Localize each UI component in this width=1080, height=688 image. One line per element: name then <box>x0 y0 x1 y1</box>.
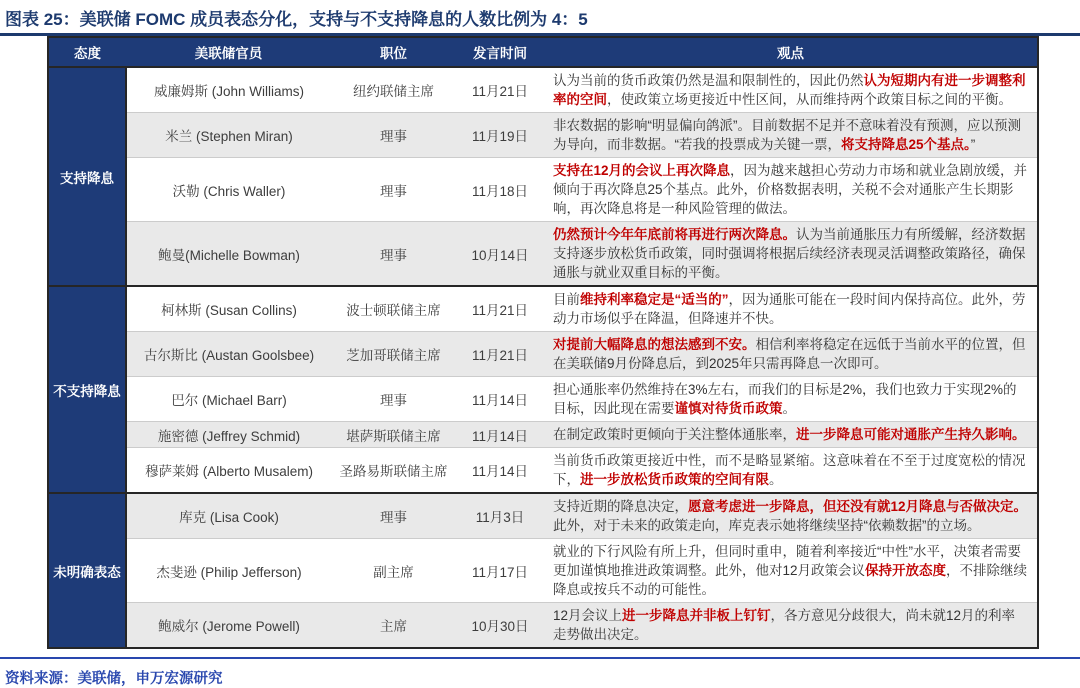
attitude-cell: 不支持降息 <box>48 286 126 493</box>
position-cell: 纽约联储主席 <box>331 67 456 113</box>
fomc-stance-table <box>47 36 1039 649</box>
header-date: 发言时间 <box>456 37 544 67</box>
position-cell: 圣路易斯联储主席 <box>331 448 456 494</box>
view-cell <box>544 222 1038 287</box>
table-row <box>48 332 1038 377</box>
highlighted-text: 愿意考虑进一步降息，但还没有就12月降息与否做决定。 <box>688 499 1028 514</box>
view-text: ，使政策立场更接近中性区间，从而维持两个政策目标之间的平衡。 <box>607 92 1012 107</box>
date-cell: 11月17日 <box>456 539 544 603</box>
view-text: 非农数据的影响“明显偏向鸽派”。目前数据不足并不意味着没有预测，应以预测为导向，而非数据。“若我的投票成为关键一票， <box>553 118 1021 152</box>
position-cell: 理事 <box>331 158 456 222</box>
date-cell: 11月18日 <box>456 158 544 222</box>
date-cell: 11月19日 <box>456 113 544 158</box>
position-cell: 理事 <box>331 113 456 158</box>
position-cell: 主席 <box>331 603 456 649</box>
header-official: 美联储官员 <box>126 37 331 67</box>
table-row <box>48 222 1038 287</box>
table-row <box>48 377 1038 422</box>
highlighted-text: 认为短期内有进一步调整利率的空间 <box>553 73 1026 107</box>
view-cell <box>544 448 1038 494</box>
view-text: 在制定政策时更倾向于关注整体通胀率， <box>553 427 796 442</box>
view-cell <box>544 493 1038 539</box>
official-cell: 古尔斯比 (Austan Goolsbee) <box>126 332 331 377</box>
source-note: 资料来源：美联储，申万宏源研究 <box>5 671 223 687</box>
date-cell: 10月30日 <box>456 603 544 649</box>
official-cell: 米兰 (Stephen Miran) <box>126 113 331 158</box>
position-cell: 理事 <box>331 493 456 539</box>
official-cell: 威廉姆斯 (John Williams) <box>126 67 331 113</box>
header-attitude: 态度 <box>48 37 126 67</box>
attitude-cell: 支持降息 <box>48 67 126 286</box>
view-text: 12月会议上 <box>553 608 623 623</box>
position-cell: 理事 <box>331 222 456 287</box>
view-text: 此外，对于未来的政策走向，库克表示她将继续坚持“依赖数据”的立场。 <box>553 518 981 533</box>
header-view: 观点 <box>544 37 1038 67</box>
official-cell: 穆萨莱姆 (Alberto Musalem) <box>126 448 331 494</box>
official-cell: 鲍曼(Michelle Bowman) <box>126 222 331 287</box>
view-text: ，各方意见分歧很大，尚未就12月的利率走势做出决定。 <box>553 608 1016 642</box>
date-cell: 11月21日 <box>456 286 544 332</box>
view-text: ，因为通胀可能在一段时间内保持高位。此外，劳动力市场似乎在降温，但降速并不快。 <box>553 292 1026 326</box>
table-row <box>48 67 1038 113</box>
official-cell: 施密德 (Jeffrey Schmid) <box>126 422 331 448</box>
position-cell: 理事 <box>331 377 456 422</box>
view-text: 相信利率将稳定在远低于当前水平的位置，但在美联储9月份降息后，到2025年只需再降息一次即可。 <box>553 337 1026 371</box>
view-text: 担心通胀率仍然维持在3%左右，而我们的目标是2%，我们也致力于实现2%的目标，因此现在需要 <box>553 382 1017 416</box>
highlighted-text: 维持利率稳定是“适当的” <box>580 292 729 307</box>
header-row <box>48 37 1038 67</box>
date-cell: 11月14日 <box>456 448 544 494</box>
view-text: 认为当前的货币政策仍然是温和限制性的，因此仍然 <box>553 73 864 88</box>
table-row <box>48 158 1038 222</box>
view-cell <box>544 332 1038 377</box>
fomc-table-wrap <box>47 36 1080 649</box>
table-row <box>48 603 1038 649</box>
position-cell: 波士顿联储主席 <box>331 286 456 332</box>
view-cell <box>544 539 1038 603</box>
position-cell: 堪萨斯联储主席 <box>331 422 456 448</box>
table-row <box>48 422 1038 448</box>
view-text: ，不排除继续降息或按兵不动的可能性。 <box>553 563 1028 597</box>
official-cell: 库克 (Lisa Cook) <box>126 493 331 539</box>
view-text: 。 <box>782 401 796 416</box>
position-cell: 副主席 <box>331 539 456 603</box>
highlighted-text: 对提前大幅降息的想法感到不安。 <box>553 337 756 352</box>
header-position: 职位 <box>331 37 456 67</box>
date-cell: 11月14日 <box>456 377 544 422</box>
date-cell: 11月21日 <box>456 67 544 113</box>
official-cell: 柯林斯 (Susan Collins) <box>126 286 331 332</box>
attitude-cell: 未明确表态 <box>48 493 126 648</box>
date-cell: 11月3日 <box>456 493 544 539</box>
table-row <box>48 493 1038 539</box>
footer-divider <box>0 657 1080 659</box>
highlighted-text: 谨慎对待货币政策 <box>674 401 783 416</box>
view-text: ，因为越来越担心劳动力市场和就业急剧放缓，并倾向于再次降息25个基点。此外，价格数据表明，关税不会对通胀产生长期影响，再次降息将是一种风险管理的做法。 <box>553 163 1028 216</box>
highlighted-text: 支持在12月的会议上再次降息 <box>553 163 731 178</box>
table-row <box>48 448 1038 494</box>
view-text: ” <box>970 137 976 152</box>
view-cell <box>544 377 1038 422</box>
official-cell: 鲍威尔 (Jerome Powell) <box>126 603 331 649</box>
table-row <box>48 113 1038 158</box>
official-cell: 沃勒 (Chris Waller) <box>126 158 331 222</box>
view-cell <box>544 158 1038 222</box>
table-row <box>48 539 1038 603</box>
date-cell: 11月21日 <box>456 332 544 377</box>
highlighted-text: 进一步降息并非板上钉钉 <box>622 608 771 623</box>
view-cell <box>544 422 1038 448</box>
table-row <box>48 286 1038 332</box>
view-text: 认为当前通胀压力有所缓解，经济数据支持逐步放松货币政策，同时强调将根据后续经济表现灵活调整政策路径，确保通胀与就业双重目标的平衡。 <box>553 227 1026 280</box>
highlighted-text: 进一步降息可能对通胀产生持久影响。 <box>796 427 1026 442</box>
official-cell: 杰斐逊 (Philip Jefferson) <box>126 539 331 603</box>
view-cell <box>544 286 1038 332</box>
figure-title: 图表 25：美联储 FOMC 成员表态分化，支持与不支持降息的人数比例为 4：5 <box>5 10 588 29</box>
view-text: 支持近期的降息决定， <box>553 499 688 514</box>
view-cell <box>544 113 1038 158</box>
view-text: 。 <box>769 472 783 487</box>
view-cell <box>544 603 1038 649</box>
date-cell: 11月14日 <box>456 422 544 448</box>
view-cell <box>544 67 1038 113</box>
official-cell: 巴尔 (Michael Barr) <box>126 377 331 422</box>
view-text: 就业的下行风险有所上升，但同时重申，随着利率接近“中性”水平，决策者需要更加谨慎地推进政策调整。此外，他对12月政策会议 <box>553 544 1021 578</box>
highlighted-text: 进一步放松货币政策的空间有限 <box>580 472 769 487</box>
highlighted-text: 将支持降息25个基点。 <box>841 137 971 152</box>
date-cell: 10月14日 <box>456 222 544 287</box>
position-cell: 芝加哥联储主席 <box>331 332 456 377</box>
highlighted-text: 保持开放态度 <box>865 563 947 578</box>
view-text: 目前 <box>553 292 580 307</box>
highlighted-text: 仍然预计今年年底前将再进行两次降息。 <box>553 227 796 242</box>
view-text: 当前货币政策更接近中性，而不是略显紧缩。这意味着在不至于过度宽松的情况下， <box>553 453 1026 487</box>
